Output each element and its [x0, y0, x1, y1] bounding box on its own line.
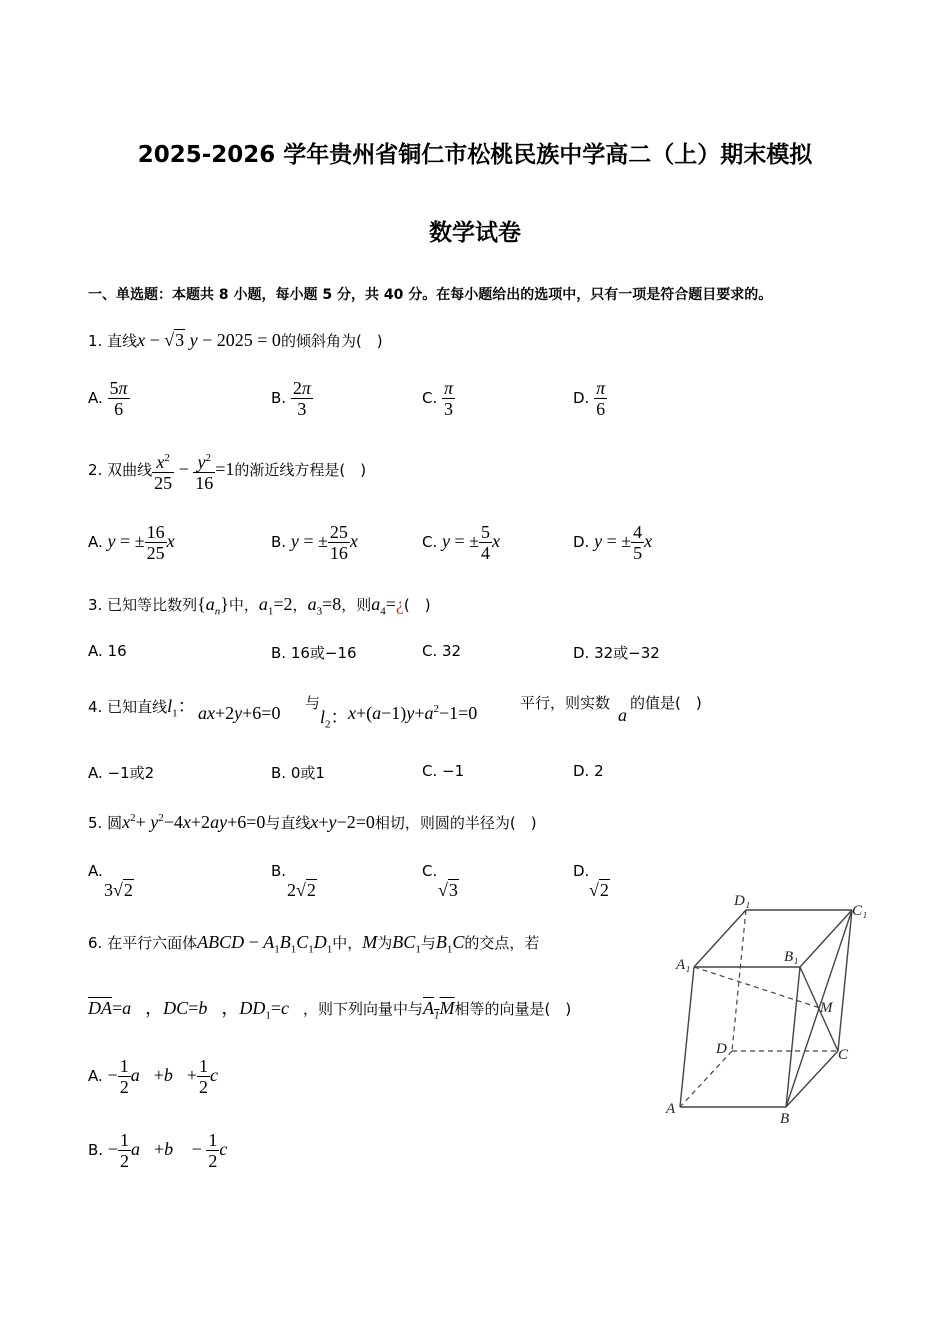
q6-a: 6. 在平行六面体: [88, 934, 198, 952]
q2-option-c[interactable]: C. y = ± $\frac{5}{4}$ x: [422, 522, 501, 563]
q3-option-d[interactable]: D. 32或−32: [573, 644, 660, 662]
q3-option-b[interactable]: B. 16或−16: [271, 644, 357, 662]
q5-c: 相切，则圆的半径为( ): [374, 814, 537, 832]
q1-option-c[interactable]: C. $\frac{\pi}{3}$: [422, 378, 454, 419]
q3-option-a[interactable]: A. 16: [88, 642, 127, 660]
q4-option-d[interactable]: D. 2: [573, 762, 604, 780]
edge-d1-d: [732, 910, 746, 1051]
q6-e: 的交点，若: [464, 934, 540, 952]
q2-option-a[interactable]: A. y = ± $\frac{16}{25}$ x: [88, 522, 175, 563]
q3-e: ( ): [403, 596, 431, 614]
q4-l2-expr: $x+(a-1)y+a^2-1=0$: [348, 703, 478, 723]
q1-expr: x − √3 y − 2025 = 0: [137, 330, 281, 350]
q4-option-c[interactable]: C. −1: [422, 762, 465, 780]
label-b1: B₁: [784, 949, 799, 965]
question-4: 4. 已知直线$l_1$：: [88, 696, 196, 720]
q4-option-b[interactable]: B. 0或1: [271, 764, 325, 782]
q1-option-a[interactable]: A. $\frac{5\pi}{6}$: [88, 378, 128, 419]
edge-b-c: [786, 1051, 838, 1107]
segment-a1-m: [694, 967, 820, 1008]
page-title: 2025-2026 学年贵州省铜仁市松桃民族中学高二（上）期末模拟: [137, 142, 813, 168]
q5-option-a[interactable]: A. 3√2: [88, 862, 133, 900]
q1-prefix: 1. 直线: [88, 332, 138, 350]
question-5: 5. 圆$x^2+ y^2-4x+2ay+6=0$与直线x+y−2=0相切，则圆的半径为( ): [88, 812, 537, 832]
q5-option-d[interactable]: D. √2: [573, 862, 609, 900]
q6-f: ，则下列向量中与: [303, 1000, 424, 1018]
label-d: D: [716, 1041, 727, 1057]
q4-l1-expr: ax+2y+6=0: [198, 703, 281, 723]
edge-c1-b1: [800, 910, 852, 967]
q6-d: 与: [420, 934, 436, 952]
q4-option-a[interactable]: A. −1或2: [88, 764, 155, 782]
q3-c: ，: [292, 596, 308, 614]
edge-a1-a: [680, 967, 694, 1107]
q6-g: 相等的向量是( ): [454, 1000, 572, 1018]
q6-option-a[interactable]: A. − $\frac{1}{2}$ a⃗+b⃗+ $\frac{1}{2}$ c⃗: [88, 1056, 233, 1097]
q3-option-c[interactable]: C. 32: [422, 642, 462, 660]
q4-var-a: a: [618, 705, 627, 725]
question-6: 6. 在平行六面体ABCD − $A_1B_1C_1D_1$中，M为$BC_1$与$B_1C$的交点，若: [88, 932, 540, 956]
label-a1: A₁: [676, 957, 691, 973]
q4-tail: 的值是( ): [630, 694, 702, 712]
q2-prefix: 2. 双曲线: [88, 461, 153, 479]
section-heading: 一、单选题：本题共 8 小题，每小题 5 分，共 40 分。在每小题给出的选项中，只有一项是符合题目要求的。: [88, 287, 773, 303]
q4-l2-label: $l_2$：: [320, 707, 349, 731]
q4-with: 与: [305, 694, 321, 712]
q5-option-c[interactable]: C. √3: [422, 862, 458, 900]
q5-a: 5. 圆: [88, 814, 123, 832]
label-a: A: [666, 1101, 676, 1117]
q4-parallel: 平行，则实数: [520, 694, 611, 712]
q3-d: ，则: [341, 596, 372, 614]
q1-option-d[interactable]: D. $\frac{\pi}{6}$: [573, 378, 606, 419]
label-m: M: [820, 1000, 833, 1016]
edge-a1-d1: [694, 910, 746, 967]
parallelepiped-figure: [660, 885, 880, 1135]
edge-d-a: [680, 1051, 732, 1107]
question-3: 3. 已知等比数列$\{a_n\}$中，$a_1=2$，$a_3=8$，则$a_4=¿$( ): [88, 594, 431, 618]
q6-b: 中，: [332, 934, 363, 952]
q6-option-b[interactable]: B. − $\frac{1}{2}$ a⃗+b⃗ − $\frac{1}{2}$ c⃗: [88, 1130, 242, 1171]
q4-a: 4. 已知直线: [88, 698, 168, 716]
q5-b: 与直线: [265, 814, 311, 832]
q6-c: 为: [377, 934, 393, 952]
label-c1: C₁: [852, 903, 868, 919]
label-c: C: [838, 1047, 849, 1063]
question-1: [88, 330, 383, 351]
q1-tail: 的倾斜角为( ): [280, 332, 383, 350]
q6-vectors: $\overline{DA}=a⃗$，DC=b⃗，$DD_1=c⃗$，则下列向量中与$A_1M$相等的向量是( ): [88, 998, 572, 1022]
label-b: B: [780, 1111, 790, 1127]
q2-tail: 的渐近线方程是( ): [234, 461, 367, 479]
question-2: 2. 双曲线 $\frac{x^2}{25}$ − $\frac{y^2}{16}$ =1的渐近线方程是( ): [88, 448, 366, 493]
label-d1: D₁: [734, 893, 751, 909]
q3-b: 中，: [228, 596, 259, 614]
q2-option-b[interactable]: B. y = ± $\frac{25}{16}$ x: [271, 522, 358, 563]
page-subtitle: 数学试卷: [429, 220, 521, 246]
q2-option-d[interactable]: D. y = ± $\frac{4}{5}$ x: [573, 522, 653, 563]
q3-a: 3. 已知等比数列: [88, 596, 198, 614]
q1-option-b[interactable]: B. $\frac{2\pi}{3}$: [271, 378, 311, 419]
q5-option-b[interactable]: B. 2√2: [271, 862, 316, 900]
